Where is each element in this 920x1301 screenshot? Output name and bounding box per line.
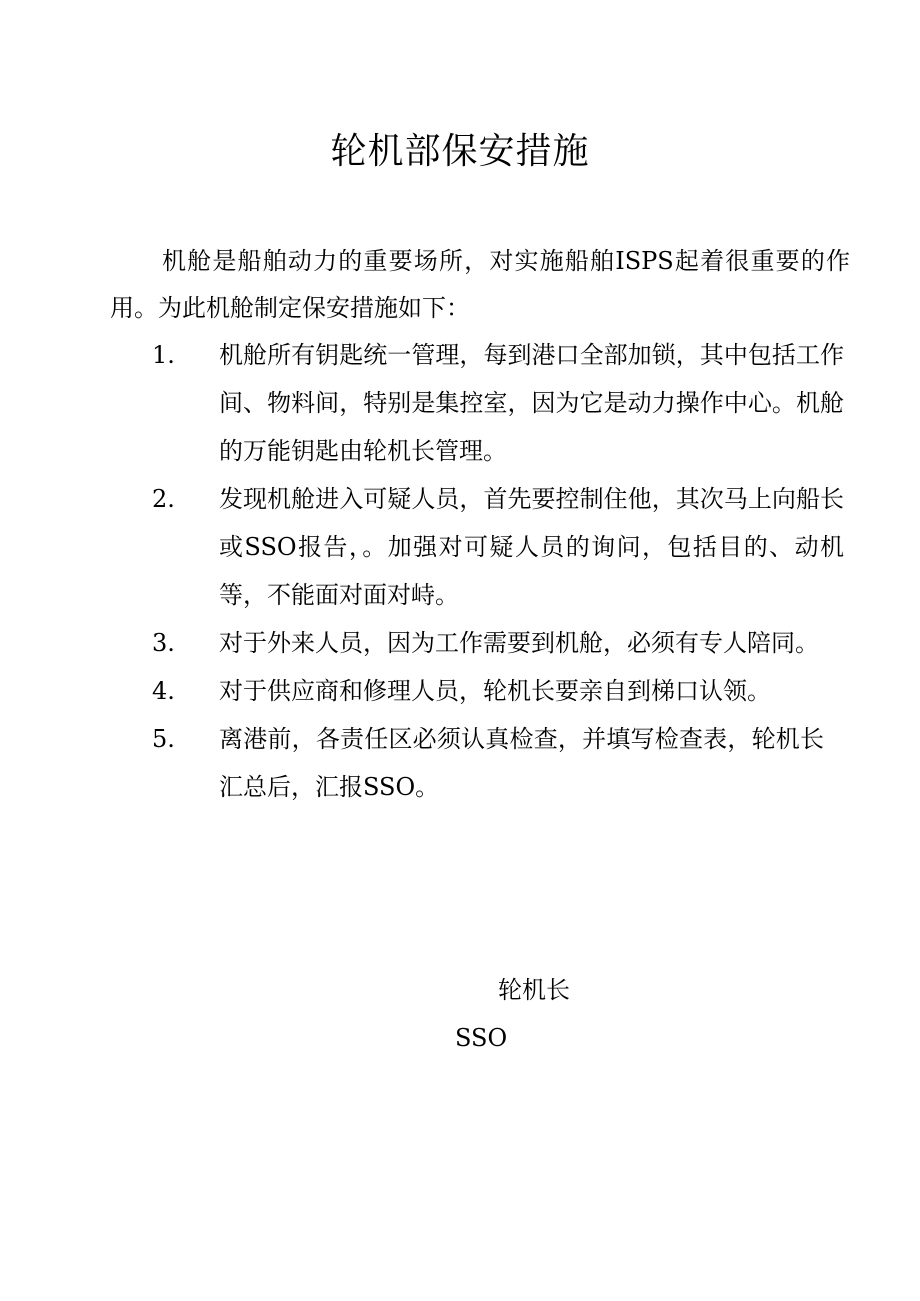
list-item [0, 715, 920, 811]
signature-sso: SSO [455, 1024, 508, 1052]
intro-paragraph: 机舱是船舶动力的重要场所，对实施船舶ISPS起着很重要的作用。为此机舱制定保安措施如下： [110, 247, 850, 322]
list-item-number: 2. [152, 485, 175, 513]
list-item-text: 离港前，各责任区必须认真检查，并填写检查表，轮机长汇总后，汇报SSO。 [219, 725, 824, 801]
list-item [0, 475, 920, 619]
list-item-number: 5. [152, 725, 175, 753]
list-item-number: 4. [152, 677, 175, 705]
list-item [0, 331, 920, 475]
list-item-number: 1. [152, 341, 175, 369]
signature-chief-engineer: 轮机长 [498, 976, 570, 1004]
list-item-text: 对于供应商和修理人员，轮机长要亲自到梯口认领。 [219, 677, 771, 705]
list-item-number: 3. [152, 629, 175, 657]
measures-list [0, 331, 920, 811]
list-item-text: 机舱所有钥匙统一管理，每到港口全部加锁，其中包括工作间、物料间，特别是集控室，因为它是动力操作中心。机舱的万能钥匙由轮机长管理。 [219, 341, 844, 465]
list-item-text: 对于外来人员，因为工作需要到机舱，必须有专人陪同。 [219, 629, 819, 657]
document-title: 轮机部保安措施 [330, 131, 590, 172]
list-item [0, 619, 920, 667]
list-item-text: 发现机舱进入可疑人员，首先要控制住他，其次马上向船长或SSO报告，。加强对可疑人员的询问，包括目的、动机等，不能面对面对峙。 [219, 485, 844, 609]
list-item [0, 667, 920, 715]
